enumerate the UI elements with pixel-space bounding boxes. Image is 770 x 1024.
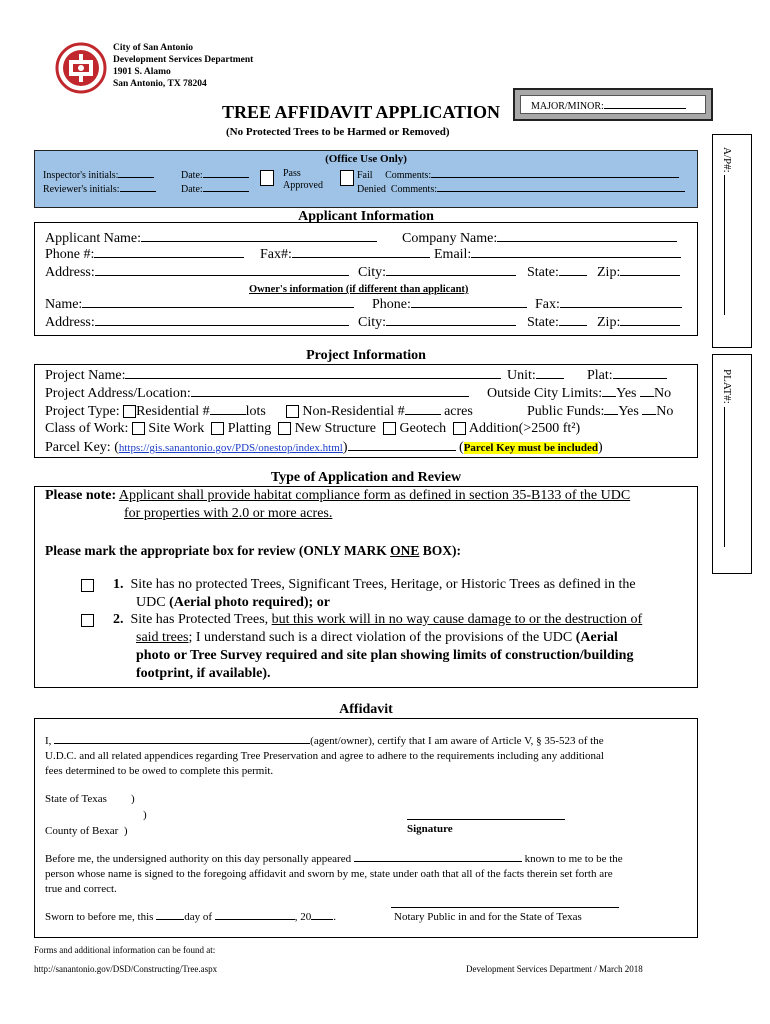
owner-info-heading: Owner's information (if different than applicant) (249, 284, 469, 295)
option-2-underline-2: said trees (136, 630, 189, 645)
owner-zip-label: Zip: (597, 315, 621, 330)
owner-state-label: State: (527, 315, 559, 330)
affidavit-line-1b: (agent/owner), certify that I am aware of Article V, § 35-523 of the (310, 735, 604, 747)
reviewer-field[interactable] (120, 182, 156, 192)
option-2-underline: but this work will in no way cause damage to or the destruction of (271, 612, 643, 627)
outside-yes-blank[interactable] (602, 384, 616, 397)
org-line: San Antonio, TX 78204 (113, 79, 207, 89)
option-2-number: 2. (113, 612, 124, 627)
public-funds-label: Public Funds: (527, 404, 605, 419)
site-work-checkbox[interactable] (132, 422, 145, 435)
public-funds-no-label: No (656, 404, 674, 419)
ap-number-box[interactable] (712, 134, 752, 348)
applicant-name-field[interactable] (141, 229, 377, 242)
note-text-1: Applicant shall provide habitat compliance form as defined in section 35-B133 of the UDC (118, 488, 631, 503)
state-of-texas: State of Texas (45, 793, 107, 805)
address-label: Address: (45, 265, 95, 280)
residential-checkbox[interactable] (123, 405, 136, 418)
signature-line[interactable] (407, 819, 565, 820)
date-field[interactable] (203, 168, 249, 178)
option-2-bold-1: (Aerial (575, 630, 618, 645)
residential-label: Residential # (136, 404, 210, 419)
plat-number-field[interactable] (724, 407, 733, 547)
addition-checkbox[interactable] (453, 422, 466, 435)
owner-zip-field[interactable] (620, 313, 680, 326)
option-1-text-cont: UDC (136, 595, 170, 610)
city-seal-logo (55, 42, 107, 94)
approved-label: Approved (283, 180, 323, 191)
major-minor-box (513, 88, 713, 121)
email-field[interactable] (471, 245, 681, 258)
appeared-name-field[interactable] (354, 852, 522, 862)
project-section: Project Information Project Name: Unit: Plat: Project Address/Location: Outside City Limits: Yes No Project Type: Residential # lots Non-Residential # acres Public Funds: Yes No Class of Work: Site Work Platting New Structure Geotech Addition(>2500 ft²) Parcel Key: (https://gis.sanantonio.gov/PDS/onestop/index.html) (Parcel Key must be included) (34, 364, 698, 458)
fail-checkbox[interactable] (340, 170, 354, 186)
non-residential-checkbox[interactable] (286, 405, 299, 418)
before-me-line-3: true and correct. (45, 883, 117, 895)
owner-fax-label: Fax: (535, 297, 560, 312)
platting-checkbox[interactable] (211, 422, 224, 435)
inspector-field[interactable] (118, 168, 154, 178)
mark-instruction-end: BOX): (419, 543, 461, 558)
paren: ) (130, 793, 135, 805)
agent-owner-field[interactable] (54, 734, 310, 744)
inspector-label: Inspector's initials: (43, 170, 119, 181)
owner-city-field[interactable] (386, 313, 516, 326)
lots-label: lots (245, 404, 266, 419)
platting-label: Platting (227, 421, 272, 436)
email-label: Email: (434, 247, 472, 262)
state-field[interactable] (559, 263, 587, 276)
parcel-key-label: Parcel Key: (45, 440, 111, 455)
review-section (34, 470, 698, 688)
acres-label: acres (444, 404, 473, 419)
owner-name-label: Name: (45, 297, 83, 312)
known-to-me-text: known to me to be the (524, 853, 623, 865)
paren: ) (123, 825, 128, 837)
parcel-key-link[interactable]: https://gis.sanantonio.gov/PDS/onestop/index.html (118, 442, 343, 454)
date-label: Date: (181, 170, 203, 181)
sworn-month-field[interactable] (215, 910, 295, 920)
owner-address-label: Address: (45, 315, 95, 330)
plat-label: Plat: (587, 368, 613, 383)
unit-label: Unit: (507, 368, 536, 383)
fax-label: Fax#: (260, 247, 292, 262)
company-name-label: Company Name: (402, 231, 498, 246)
outside-no-blank[interactable] (640, 384, 654, 397)
plat-field[interactable] (613, 366, 667, 379)
fail-label: Fail (357, 170, 373, 181)
option-1-text: Site has no protected Trees, Significant Trees, Heritage, or Historic Trees as defined in the (130, 577, 636, 592)
option-2-bold-3: footprint, if available). (136, 666, 271, 681)
non-residential-label: Non-Residential # (302, 404, 405, 419)
reviewer-label: Reviewer's initials: (43, 184, 120, 195)
county-of-bexar: County of Bexar (45, 825, 119, 837)
denied-label: Denied (357, 184, 386, 195)
form-subtitle: (No Protected Trees to be Harmed or Removed) (226, 126, 450, 138)
office-use-box (34, 150, 698, 208)
project-name-label: Project Name: (45, 368, 126, 383)
plat-number-label: PLAT#: (721, 369, 733, 404)
ap-number-field[interactable] (724, 175, 733, 315)
owner-address-field[interactable] (95, 313, 349, 326)
option-2-bold-2: photo or Tree Survey required and site plan showing limits of construction/building (136, 648, 634, 663)
class-of-work-label: Class of Work: (45, 421, 129, 436)
owner-phone-field[interactable] (411, 295, 527, 308)
project-section-title: Project Information (306, 348, 426, 363)
parcel-key-field[interactable] (348, 438, 456, 451)
fail-comments-field[interactable] (431, 168, 679, 178)
signature-label: Signature (407, 823, 453, 835)
before-me-text: Before me, the undersigned authority on this day personally appeared (45, 853, 352, 865)
project-name-field[interactable] (125, 366, 501, 379)
parcel-key-note: Parcel Key must be included (463, 442, 598, 454)
new-structure-checkbox[interactable] (278, 422, 291, 435)
mark-one: ONE (390, 543, 420, 558)
form-title: TREE AFFIDAVIT APPLICATION (222, 102, 501, 122)
review-section-title: Type of Application and Review (270, 470, 462, 485)
new-structure-label: New Structure (294, 421, 377, 436)
owner-city-label: City: (358, 315, 387, 330)
office-use-title: (Office Use Only) (325, 153, 407, 165)
major-minor-label: MAJOR/MINOR: (531, 101, 604, 112)
org-line: 1901 S. Alamo (113, 67, 171, 77)
comments-label: Comments: (385, 170, 432, 181)
state-label: State: (527, 265, 559, 280)
before-me-line-2: person whose name is signed to the foregoing affidavit and sworn by me, state under oath that all of the facts therein set forth are (45, 868, 613, 880)
org-line: Development Services Department (113, 55, 254, 65)
geotech-checkbox[interactable] (383, 422, 396, 435)
org-line: City of San Antonio (113, 43, 193, 53)
plat-number-box[interactable] (712, 354, 752, 574)
fax-field[interactable] (292, 245, 430, 258)
paren: ) (143, 809, 147, 821)
note-text-2: for properties with 2.0 or more acres. (124, 506, 333, 521)
mark-instruction: Please mark the appropriate box for review (ONLY MARK (45, 543, 391, 558)
year-text: , 20 (294, 911, 312, 923)
comments-label: Comments: (390, 184, 438, 195)
option-2-text-cont: ; I understand such is a direct violation of the provisions of the UDC (188, 630, 576, 645)
public-funds-yes-blank[interactable] (604, 402, 618, 415)
option-1-bold: (Aerial photo required); or (169, 595, 330, 610)
residential-lots-field[interactable] (210, 402, 246, 415)
phone-label: Phone #: (45, 247, 95, 262)
outside-no-label: No (654, 386, 672, 401)
non-residential-acres-field[interactable] (405, 402, 441, 415)
owner-state-field[interactable] (559, 313, 587, 326)
notary-label: Notary Public in and for the State of Texas (394, 911, 582, 923)
day-of-text: day of (184, 911, 212, 923)
public-funds-no-blank[interactable] (642, 402, 656, 415)
public-funds-yes-label: Yes (618, 404, 639, 419)
owner-phone-label: Phone: (372, 297, 411, 312)
major-minor-field[interactable] (604, 96, 686, 109)
company-name-field[interactable] (497, 229, 677, 242)
phone-field[interactable] (94, 245, 244, 258)
project-type-label: Project Type: (45, 404, 120, 419)
zip-field[interactable] (620, 263, 680, 276)
denied-comments-field[interactable] (437, 182, 685, 192)
option-2-text: Site has Protected Trees, (130, 612, 272, 627)
city-label: City: (358, 265, 387, 280)
sworn-year-field[interactable] (311, 910, 333, 920)
option-1-number: 1. (113, 577, 124, 592)
zip-label: Zip: (597, 265, 621, 280)
footer-dept: Development Services Department / March 2018 (466, 964, 643, 974)
note-label: Please note: (45, 488, 117, 503)
affidavit-line-1a: I, (45, 735, 52, 747)
pass-checkbox[interactable] (260, 170, 274, 186)
notary-signature-line[interactable] (391, 907, 619, 908)
affidavit-line-3: fees determined to be owed to complete this permit. (45, 765, 274, 777)
owner-name-field[interactable] (82, 295, 354, 308)
unit-field[interactable] (536, 366, 564, 379)
geotech-label: Geotech (399, 421, 447, 436)
applicant-name-label: Applicant Name: (45, 231, 142, 246)
applicant-section-title: Applicant Information (298, 209, 434, 224)
addition-label: Addition(>2500 ft²) (468, 421, 581, 436)
affidavit-section-title: Affidavit (339, 702, 393, 717)
date-field[interactable] (203, 182, 249, 192)
city-field[interactable] (386, 263, 516, 276)
footer-url[interactable]: http://sanantonio.gov/DSD/Constructing/Tree.aspx (34, 964, 218, 974)
affidavit-section: Affidavit I, (agent/owner), certify that I am aware of Article V, § 35-523 of the U.D.C. and all related appendices regarding Tree Preservation and agree to adhere to the requirements including any additional fees determined to be owed to complete this permit. State of Texas ) ) County of Bexar ) Signature Before me, the undersigned authority on this day personally appeared known to me to be the person whose name is signed to the foregoing affidavit and sworn by me, state under oath that all of the facts therein set forth are true and correct. Sworn to before me, this day of , 20 . Notary Public in and for the State of Texas (34, 718, 698, 938)
project-address-label: Project Address/Location: (45, 386, 191, 401)
applicant-section (34, 209, 698, 336)
owner-fax-field[interactable] (560, 295, 682, 308)
project-address-field[interactable] (191, 384, 469, 397)
sworn-day-field[interactable] (156, 910, 184, 920)
org-address (113, 42, 253, 90)
date-label: Date: (181, 184, 203, 195)
address-field[interactable] (95, 263, 349, 276)
outside-yes-label: Yes (616, 386, 637, 401)
outside-city-limits-label: Outside City Limits: (487, 386, 603, 401)
ap-number-label: A/P#: (721, 147, 733, 173)
option-2-checkbox[interactable] (81, 614, 94, 627)
affidavit-line-2: U.D.C. and all related appendices regarding Tree Preservation and agree to adhere to the requirements including any additional (45, 750, 604, 762)
sworn-text: Sworn to before me, this (45, 911, 154, 923)
option-1-checkbox[interactable] (81, 579, 94, 592)
site-work-label: Site Work (148, 421, 205, 436)
footer-forms-text: Forms and additional information can be found at: (34, 945, 216, 955)
pass-label: Pass (283, 168, 301, 179)
